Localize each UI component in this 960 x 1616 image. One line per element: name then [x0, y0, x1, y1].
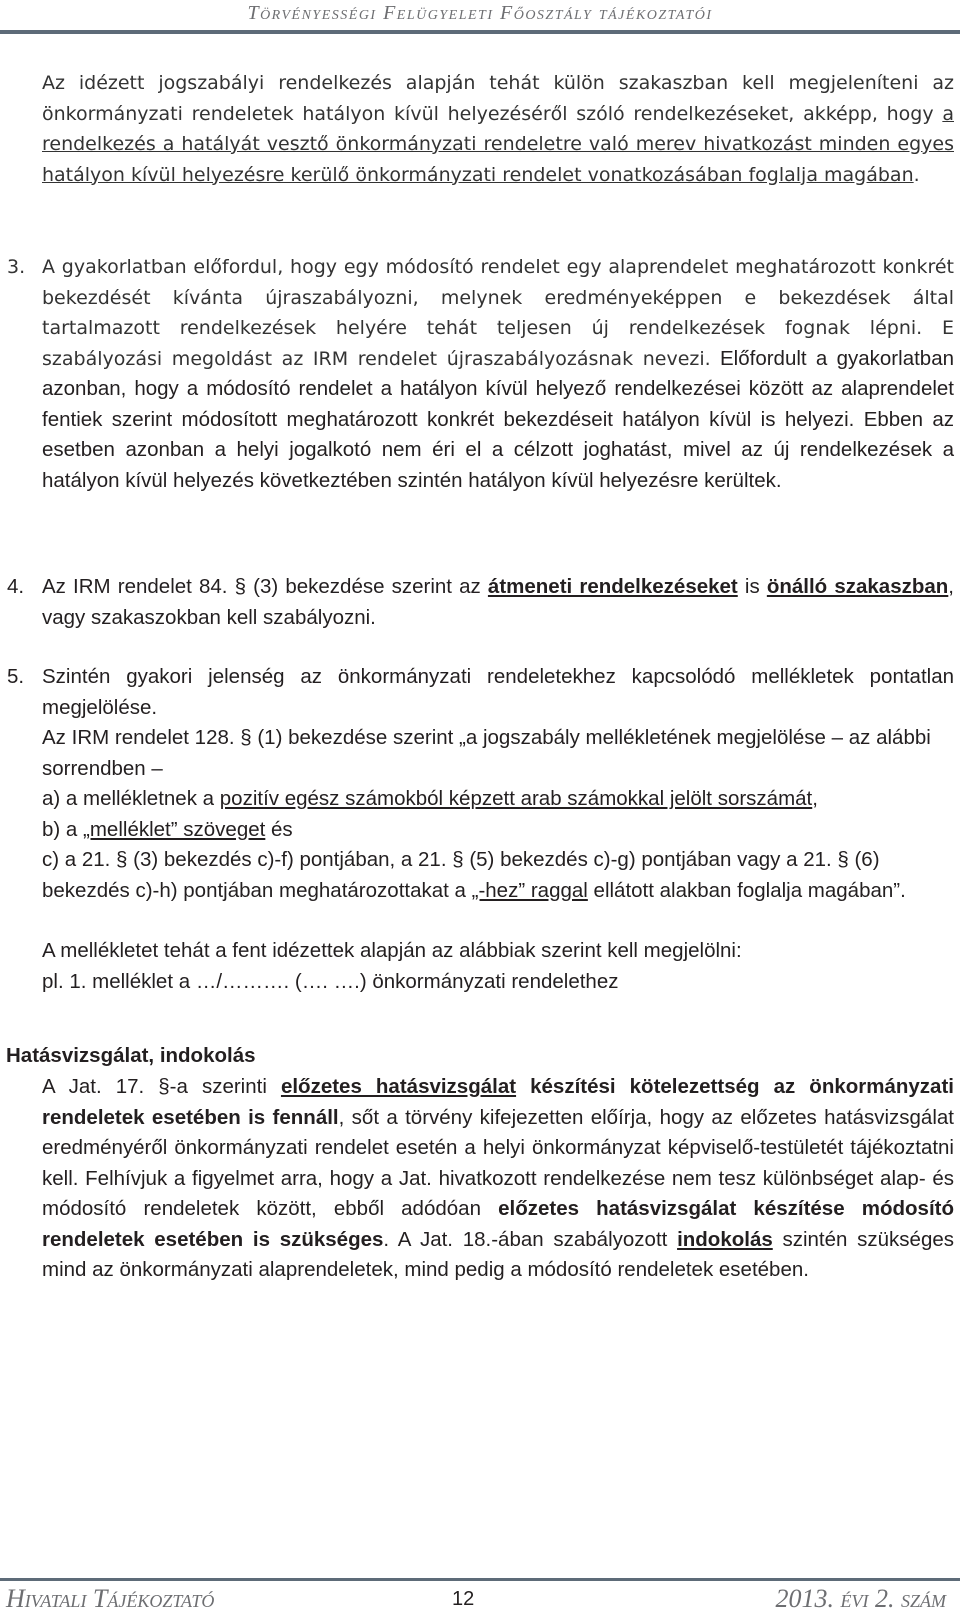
sub-c-underlined: „-hez” raggal	[471, 878, 588, 902]
sub-c-pre: c) a 21. § (3) bekezdés c)-f) pontjában, a 21. § (5) bekezdés c)-g) pontjában vagy a 21. § (6) bekezdés c)-h) pontjában meghatározottakat a	[42, 848, 880, 902]
section-s1: A Jat. 17. §-a szerinti	[42, 1075, 281, 1098]
list-item-5	[7, 662, 954, 997]
section-s4: , sőt a törvény kifejezetten előírja, hogy az előzetes hatásvizsgálat eredményéről önkormányzati rendelet esetén a helyi önkormányzat képviselő-testületét tájékoztatni kell. Felhívjuk a figyelmet arra, hogy a Jat. hivatkozott rendelkezése nem tesz különbséget alap- és módosító rendeletek között, ebből adódóan	[42, 1105, 954, 1220]
item4-text-d: , vagy szakaszokban kell szabályozni.	[42, 575, 954, 629]
item4-bold-2: önálló szakaszban	[766, 575, 949, 598]
section-s5: előzetes hatásvizsgálat készítése módosító rendeletek esetében is szükséges	[42, 1197, 954, 1251]
item4-bold-1: átmeneti rendelkezéseket	[487, 575, 738, 598]
intro-paragraph	[42, 68, 954, 190]
sub-a-underlined: pozitív egész számokból képzett arab számokkal jelölt sorszámát	[219, 787, 813, 810]
section-title: Hatásvizsgálat, indokolás	[6, 1044, 256, 1067]
intro-text-a: Az idézett jogszabályi rendelkezés alapján tehát külön szakaszban kell megjeleníteni az önkormányzati rendeletek hatályon kívül helyezéséről szóló rendelkezéseket, akképp, hogy	[42, 72, 954, 125]
item5-line2: Az IRM rendelet 128. § (1) bekezdése szerint „a jogszabály mellékletének megjelölése – az alábbi sorrendben –	[42, 726, 931, 780]
section-s2: előzetes hatásvizsgálat	[280, 1075, 517, 1098]
section-s7: indokolás	[677, 1227, 773, 1251]
sub-b-post: és	[265, 817, 293, 841]
item3-text2: Előfordult a gyakorlatban azonban, hogy a módosító rendelet a hatályon kívül helyező rendelkezései között az alaprendelet fentiek szerint módosított meghatározott konkrét bekezdéseit hatályon kívül is helyezi. Ebben az esetben azonban a helyi jogalkotó nem éri el a célzott joghatást, mivel az új rendelkezések a hatályon kívül helyezés következtében szintén hatályon kívül helyezésre kerültek.	[42, 346, 954, 492]
list-item-3	[7, 252, 954, 496]
item4-text-a: Az IRM rendelet 84. § (3) bekezdése szerint az	[42, 575, 488, 598]
list-item-4	[7, 572, 954, 633]
intro-underlined: a rendelkezés a hatályát vesztő önkormányzati rendeletre való merev hivatkozást minden egyes hatályon kívül helyezésre kerülő önkormányzati rendelet vonatkozásában foglalja magában	[42, 102, 954, 186]
page-number: 12	[452, 1588, 475, 1610]
item4-text-c: is	[737, 575, 767, 598]
item-number: 3.	[7, 256, 26, 278]
item5-sub-c	[42, 845, 954, 906]
item-number: 5.	[7, 665, 25, 688]
item3-text: A gyakorlatban előfordul, hogy egy módosító rendelet egy alaprendelet meghatározott konkrét bekezdését kívánta újraszabályozni, melynek eredményeképpen e bekezdések által tartalmazott rendelkezések helyére tehát teljesen új rendelkezések fognak lépni. E szabályozási megoldást az IRM rendelet újraszabályozásnak nevezi.	[42, 256, 954, 370]
item5-line1: Szintén gyakori jelenség az önkormányzati rendeletekhez kapcsolódó mellékletek pontatlan megjelölése.	[42, 665, 954, 719]
running-header: Törvényességi Felügyeleti Főosztály tájékoztatói	[247, 2, 713, 24]
item5-line4: pl. 1. melléklet a …/………. (…. ….) önkormányzati rendelethez	[42, 969, 619, 993]
item5-sub-b	[42, 815, 954, 846]
sub-a-pre: a) a mellékletnek a	[42, 787, 220, 810]
section-s3: készítési kötelezettség az önkormányzati rendeletek esetében is fennáll	[42, 1075, 954, 1129]
item5-line3: A mellékletet tehát a fent idézettek alapján az alábbiak szerint kell megjelölni:	[42, 939, 742, 962]
item5-sub-a	[42, 784, 954, 815]
sub-c-post: ellátott alakban foglalja magában”.	[587, 878, 906, 902]
section-body	[42, 1072, 954, 1286]
sub-b-pre: b) a	[42, 817, 84, 841]
intro-text-b: .	[913, 163, 920, 186]
sub-b-underlined: „melléklet” szöveget	[83, 817, 266, 841]
section-s8: szintén szükséges mind az önkormányzati alaprendeletek, mind pedig a módosító rendeletek esetében.	[42, 1227, 955, 1281]
header-rule	[0, 30, 960, 34]
footer-issue: 2013. évi 2. szám	[775, 1584, 946, 1613]
item-number: 4.	[7, 575, 25, 598]
footer-rule	[0, 1578, 960, 1581]
sub-a-post: ,	[812, 787, 818, 810]
section-s6: . A Jat. 18.-ában szabályozott	[383, 1227, 678, 1251]
footer-publication: Hivatali Tájékoztató	[6, 1584, 215, 1613]
